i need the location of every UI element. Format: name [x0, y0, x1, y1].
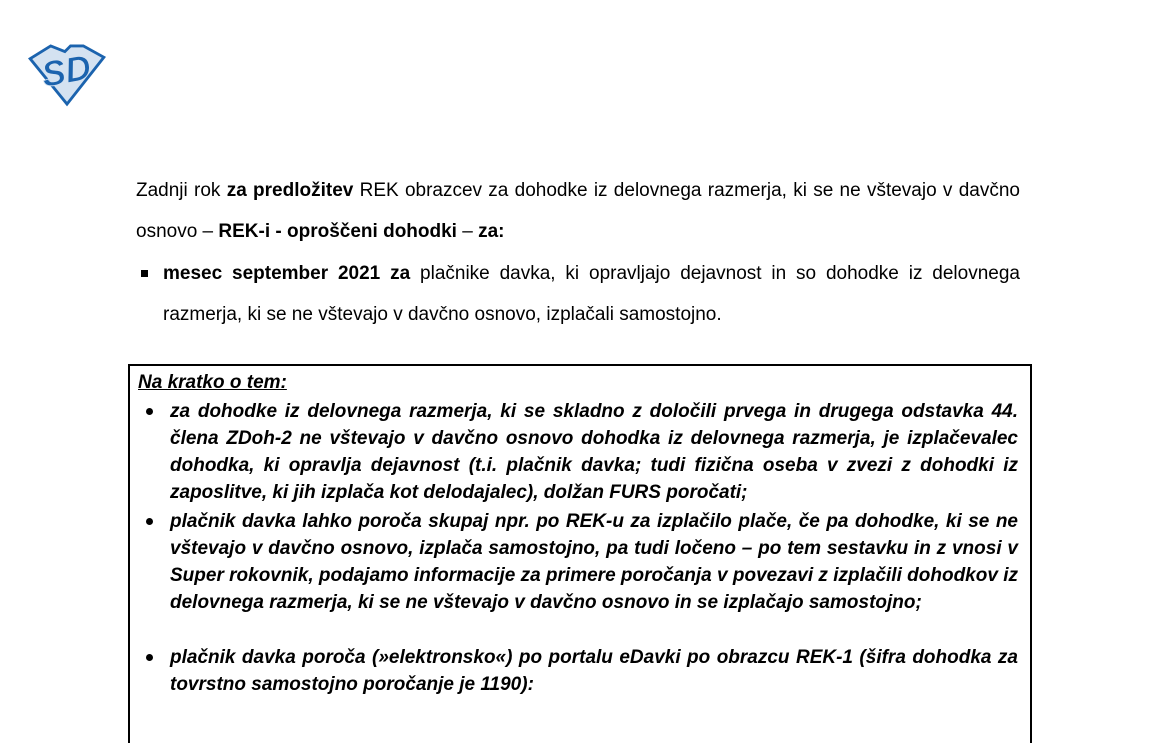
square-bullet-icon: [141, 270, 148, 277]
summary-bullet-text: za dohodke iz delovnega razmerja, ki se skladno z določili prvega in drugega odstavka 44. člena ZDoh-2 ne vštevajo v davčno osnovo dohodka iz delovnega razmerja, je izplačevalec dohodka, ki opravlja dejavnost (t.i. plačnik davka; tudi fizična oseba v zvezi z dohodki iz zaposlitve, ki jih izplača kot delodajalec), dolžan FURS poročati;: [170, 401, 1018, 503]
intro-bullet-text: [163, 253, 1020, 335]
text-segment: plačnike davka, ki opravljajo dejavnost in so dohodke iz delovnega razmerja, ki se ne vštevajo v davčno osnovo, izplačali samostojno.: [163, 263, 1020, 325]
text-segment: za:: [478, 221, 505, 242]
text-segment: Zadnji rok: [136, 180, 227, 201]
text-segment: mesec september 2021 za: [163, 263, 421, 284]
list-item: [138, 398, 1018, 506]
bullet-marker-cell: [138, 644, 170, 698]
round-bullet-icon: [146, 408, 153, 415]
sd-shield-logo-icon: [28, 42, 106, 108]
list-item: [138, 644, 1018, 698]
logo-letters: SD: [38, 46, 94, 95]
summary-box-heading: Na kratko o tem:: [138, 372, 287, 393]
intro-section: [136, 170, 1020, 335]
round-bullet-icon: [146, 654, 153, 661]
text-segment: REK-i - oproščeni dohodki: [218, 221, 457, 242]
bullet-marker-cell: [136, 253, 163, 335]
list-item: [138, 508, 1018, 616]
summary-bullet-list: [138, 398, 1018, 698]
summary-box: [128, 364, 1032, 743]
summary-bullet-text: plačnik davka poroča (»elektronsko«) po portalu eDavki po obrazcu REK-1 (šifra dohodka za tovrstno samostojno poročanje je 1190):: [170, 647, 1018, 695]
text-segment: za predložitev: [226, 180, 354, 201]
text-segment: REK obrazcev za dohodke iz delovnega razmerja, ki se ne vštevajo v davčno osnovo –: [136, 180, 1020, 242]
intro-paragraph: [136, 170, 1020, 252]
bullet-marker-cell: [138, 508, 170, 616]
summary-bullet-text: plačnik davka lahko poroča skupaj npr. po REK-u za izplačilo plače, če pa dohodke, ki se ne vštevajo v davčno osnovo, izplača samostojno, pa tudi ločeno – po tem sestavku in z vnosi v Super rokovnik, podajamo informacije za primere poročanja v povezavi z izplačili dohodkov iz delovnega razmerja, ki se ne vštevajo v davčno osnovo in se izplačajo samostojno;: [170, 511, 1018, 613]
round-bullet-icon: [146, 518, 153, 525]
text-segment: –: [456, 221, 479, 242]
bullet-marker-cell: [138, 398, 170, 506]
intro-bullet-item: [136, 253, 1020, 335]
